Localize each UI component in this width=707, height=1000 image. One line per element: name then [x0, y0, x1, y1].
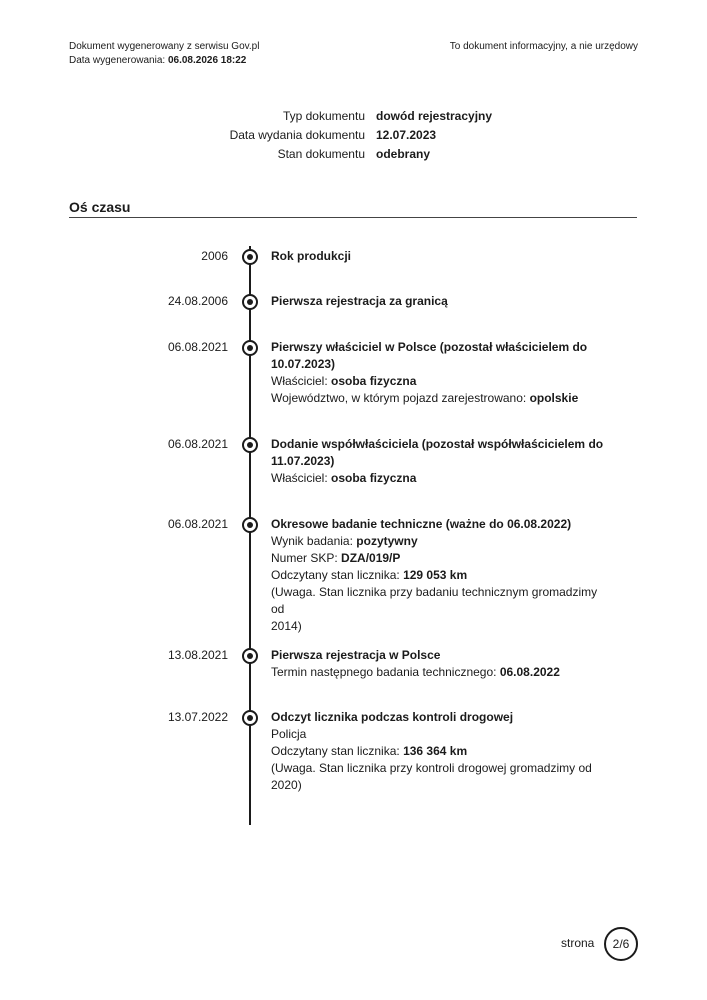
meta-row: [0, 146, 707, 165]
timeline-dot-icon: [242, 340, 258, 356]
detail-label: 2014): [271, 619, 302, 633]
meta-value: dowód rejestracyjny: [376, 109, 493, 123]
event-detail: [271, 470, 611, 487]
event-detail: [271, 550, 611, 567]
event-detail: [271, 618, 611, 635]
event-date: 06.08.2021: [167, 437, 228, 451]
event-title: Odczyt licznika podczas kontroli drogowej: [271, 710, 514, 724]
document-source-info: [69, 40, 259, 68]
generation-date-label: Data wygenerowania:: [69, 55, 166, 66]
detail-label: 2020): [271, 778, 302, 792]
event-date: 13.07.2022: [167, 710, 228, 724]
detail-value: 06.08.2022: [499, 665, 560, 679]
informational-notice: To dokument informacyjny, a nie urzędowy: [449, 41, 638, 52]
event-title: Pierwsza rejestracja za granicą: [271, 294, 448, 308]
detail-value: DZA/019/P: [341, 551, 401, 565]
event-date: 06.08.2021: [167, 517, 228, 531]
detail-label: Wynik badania:: [271, 534, 357, 548]
event-content: [271, 436, 611, 487]
meta-value: odebrany: [376, 147, 431, 161]
event-title: Pierwszy właściciel w Polsce (pozostał właścicielem do: [271, 340, 588, 354]
detail-label: Właściciel:: [271, 471, 332, 485]
event-date: 06.08.2021: [167, 340, 228, 354]
detail-value: pozytywny: [356, 534, 418, 548]
event-title: Okresowe badanie techniczne (ważne do 06.08.2022): [271, 517, 572, 531]
generation-date-line: [69, 54, 259, 68]
event-content: [271, 709, 611, 794]
document-metadata: [0, 108, 707, 165]
event-detail: [271, 533, 611, 550]
event-content: [271, 647, 611, 681]
detail-label: Województwo, w którym pojazd zarejestrowano:: [271, 391, 530, 405]
detail-label: Odczytany stan licznika:: [271, 744, 404, 758]
event-date: 13.08.2021: [167, 648, 228, 662]
detail-label: Odczytany stan licznika:: [271, 568, 404, 582]
event-title: 10.07.2023): [271, 357, 336, 371]
meta-value: 12.07.2023: [376, 128, 437, 142]
detail-value: osoba fizyczna: [331, 471, 417, 485]
meta-label: Stan dokumentu: [277, 147, 365, 161]
event-title: Rok produkcji: [271, 249, 352, 263]
event-detail: [271, 567, 611, 584]
event-content: [271, 293, 611, 310]
event-detail: [271, 743, 611, 760]
meta-row: [0, 127, 707, 146]
detail-label: Właściciel:: [271, 374, 332, 388]
timeline-dot-icon: [242, 710, 258, 726]
detail-value: opolskie: [529, 391, 579, 405]
event-content: [271, 248, 611, 265]
event-title: 11.07.2023): [271, 454, 335, 468]
detail-label: Policja: [271, 727, 307, 741]
page-label: strona: [561, 936, 595, 950]
timeline-dot-icon: [242, 249, 258, 265]
event-date: 2006: [201, 249, 228, 263]
event-detail: [271, 726, 611, 743]
section-divider: [69, 217, 637, 218]
event-content: [271, 516, 611, 635]
timeline-axis: [249, 246, 251, 825]
event-detail: [271, 664, 611, 681]
detail-value: 136 364 km: [403, 744, 468, 758]
timeline-dot-icon: [242, 294, 258, 310]
event-detail: [271, 760, 611, 777]
event-detail: [271, 390, 611, 407]
timeline-dot-icon: [242, 648, 258, 664]
detail-label: Termin następnego badania technicznego:: [271, 665, 500, 679]
event-detail: [271, 373, 611, 390]
timeline-section-title: Oś czasu: [69, 199, 131, 215]
detail-label: (Uwaga. Stan licznika przy kontroli drogowej gromadzimy od: [271, 761, 592, 775]
timeline-dot-icon: [242, 437, 258, 453]
meta-row: [0, 108, 707, 127]
event-date: 24.08.2006: [167, 294, 228, 308]
event-content: [271, 339, 611, 407]
generated-from-text: Dokument wygenerowany z serwisu Gov.pl: [69, 41, 260, 52]
detail-value: 129 053 km: [403, 568, 468, 582]
generation-date-value: 06.08.2026 18:22: [167, 55, 247, 66]
detail-label: (Uwaga. Stan licznika przy badaniu technicznym gromadzimy od: [271, 585, 598, 616]
detail-label: Numer SKP:: [271, 551, 342, 565]
event-detail: [271, 777, 611, 794]
timeline-dot-icon: [242, 517, 258, 533]
event-title: Pierwsza rejestracja w Polsce: [271, 648, 441, 662]
detail-value: osoba fizyczna: [331, 374, 417, 388]
meta-label: Data wydania dokumentu: [229, 128, 365, 142]
event-title: Dodanie współwłaściciela (pozostał współwłaścicielem do: [271, 437, 604, 451]
meta-label: Typ dokumentu: [282, 109, 365, 123]
event-detail: [271, 584, 611, 618]
page-number-badge: 2/6: [604, 927, 638, 961]
